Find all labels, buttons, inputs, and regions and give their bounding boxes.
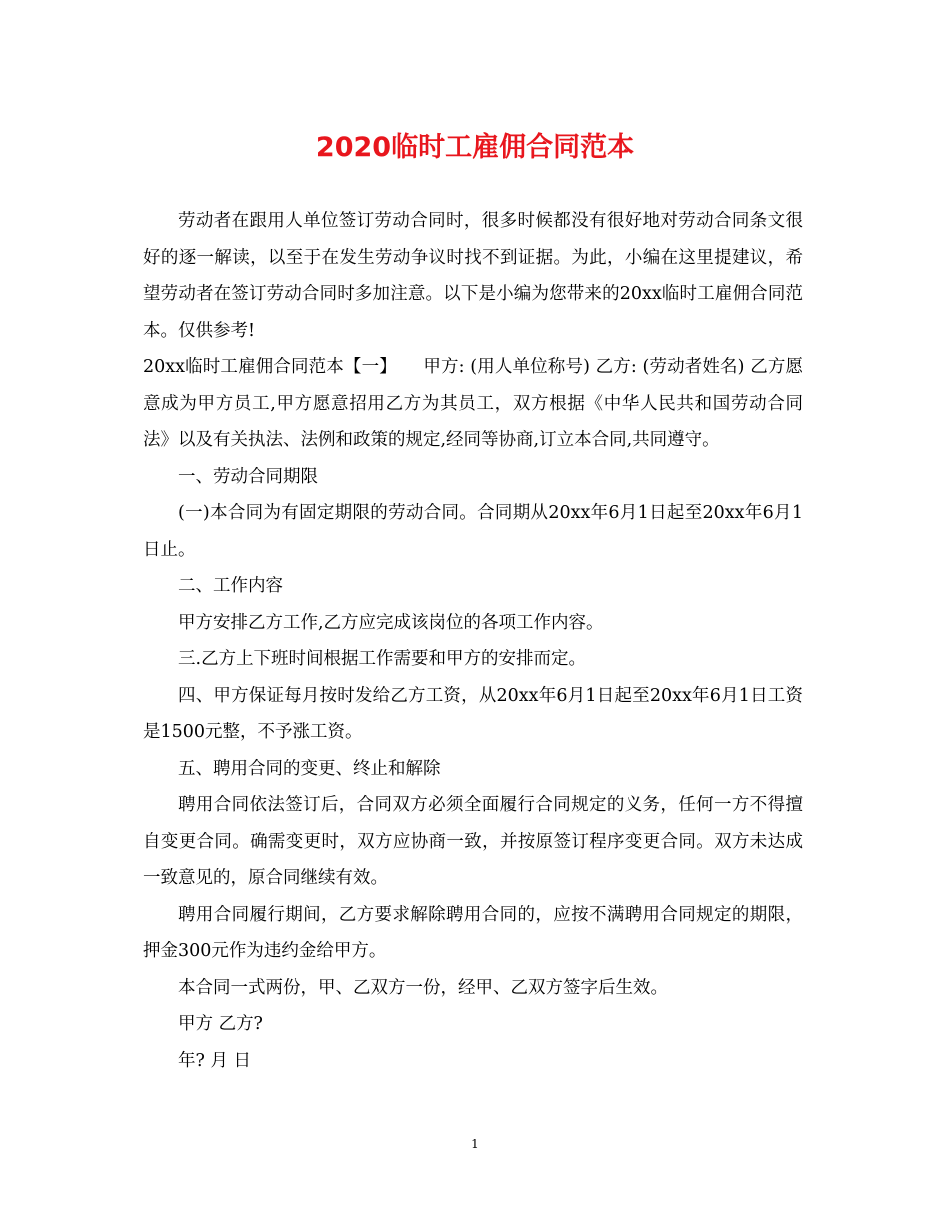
date-line: 年? 月 日 <box>178 1050 252 1071</box>
intro-paragraph: 劳动者在跟用人单位签订劳动合同时，很多时候都没有很好地对劳动合同条文很好的逐一解读，以至于在发生劳动争议时找不到证据。为此，小编在这里提建议，希望劳动者在签订劳动合同时多加注意。以下是小编为您带来的20xx临时工雇佣合同范本。仅供参考! <box>143 211 803 341</box>
work-hours-paragraph: 三.乙方上下班时间根据工作需要和甲方的安排而定。 <box>178 649 587 669</box>
section-heading-work-content: 二、工作内容 <box>178 576 283 596</box>
changes-paragraph: 聘用合同依法签订后，合同双方必须全面履行合同规定的义务，任何一方不得擅自变更合同。确需变更时，双方应协商一致，并按原签订程序变更合同。双方未达成一致意见的，原合同继续有效。 <box>143 795 803 888</box>
page-number: 1 <box>471 1137 479 1151</box>
section-heading-changes: 五、聘用合同的变更、终止和解除 <box>178 758 441 779</box>
document-title: 2020临时工雇佣合同范本 <box>315 132 635 163</box>
work-content-paragraph: 甲方安排乙方工作,乙方应完成该岗位的各项工作内容。 <box>178 612 604 633</box>
salary-paragraph: 四、甲方保证每月按时发给乙方工资，从20xx年6月1日起至20xx年6月1日工资是1500元整，不予涨工资。 <box>143 685 803 742</box>
section-heading-term: 一、劳动合同期限 <box>178 466 318 487</box>
document-body <box>143 203 803 1079</box>
copies-paragraph: 本合同一式两份，甲、乙双方一份，经甲、乙双方签字后生效。 <box>178 977 668 998</box>
termination-paragraph: 聘用合同履行期间，乙方要求解除聘用合同的，应按不满聘用合同规定的期限，押金300元作为违约金给甲方。 <box>143 904 803 961</box>
signature-line: 甲方 乙方? <box>178 1014 263 1034</box>
term-paragraph: (一)本合同为有固定期限的劳动合同。合同期从20xx年6月1日起至20xx年6月1日止。 <box>143 503 803 560</box>
contract-parties-paragraph: 20xx临时工雇佣合同范本【一】 甲方: (用人单位称号) 乙方: (劳动者姓名) 乙方愿意成为甲方员工,甲方愿意招用乙方为其员工，双方根据《中华人民共和国劳动合同法》以及有关执法、法例和政策的规定,经同等协商,订立本合同,共同遵守。 <box>143 357 803 450</box>
